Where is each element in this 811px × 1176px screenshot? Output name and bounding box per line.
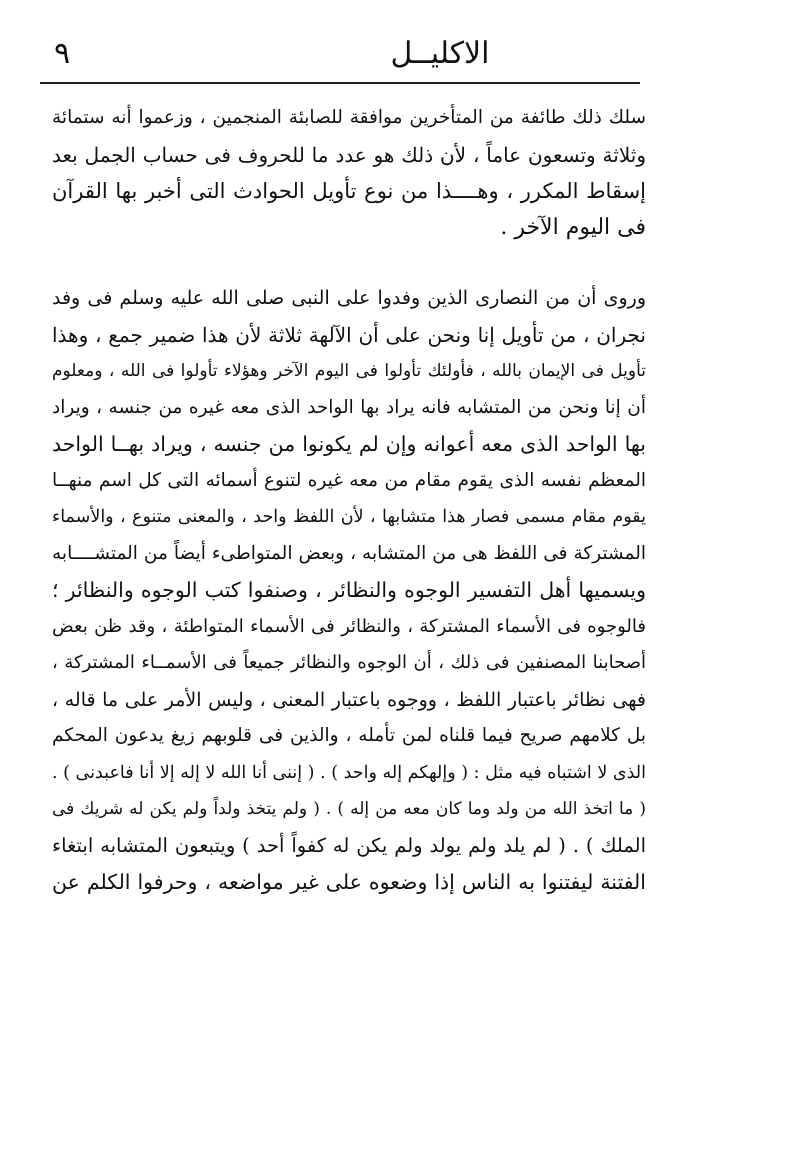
page-number: ٩ bbox=[54, 36, 71, 71]
text-line: المعظم نفسه الذى يقوم مقام من معه غيره لتنوع أسمائه التى كل اسم منهــا bbox=[52, 469, 646, 491]
text-line: سلك ذلك طائفة من المتأخرين موافقة للصابئة المنجمين ، وزعموا أنه ستمائة bbox=[52, 107, 646, 128]
paragraph-1 bbox=[52, 100, 646, 246]
text-line: أن إنا ونحن من المتشابه فانه يراد بها الواحد الذى معه غيره من جنسه ، ويراد bbox=[52, 396, 646, 418]
text-line: بل كلامهم صريح فيما قلناه لمن تأمله ، والذين فى قلوبهم زيغ يدعون المحكم bbox=[52, 725, 646, 746]
running-title: الاكليــل bbox=[390, 36, 490, 71]
text-line: بها الواحد الذى معه أعوانه وإن لم يكونوا من جنسه ، ويراد بهــا الواحد bbox=[52, 432, 646, 456]
text-line: فى اليوم الآخر . bbox=[500, 214, 646, 240]
header-rule bbox=[40, 82, 640, 84]
text-line: الفتنة ليفتنوا به الناس إذا وضعوه على غير مواضعه ، وحرفوا الكلم عن bbox=[52, 870, 646, 894]
body-text bbox=[52, 100, 646, 901]
text-line: وروى أن من النصارى الذين وفدوا على النبى صلى الله عليه وسلم فى وفد bbox=[52, 287, 646, 309]
text-line: الذى لا اشتباه فيه مثل : ( وإلهكم إله واحد ) . ( إننى أنا الله لا إله إلا أنا فاعبدنى ) . bbox=[52, 762, 646, 783]
text-line: المشتركة فى اللفظ هى من المتشابه ، وبعض المتواطىء أيضاً من المتشــــابه bbox=[52, 542, 646, 564]
text-line: نجران ، من تأويل إنا ونحن على أن الآلهة ثلاثة لأن هذا ضمير جمع ، وهذا bbox=[52, 322, 646, 347]
text-line: فهى نظائر باعتبار اللفظ ، ووجوه باعتبار المعنى ، وليس الأمر على ما قاله ، bbox=[52, 688, 646, 711]
text-line: ( ما اتخذ الله من ولد وما كان معه من إله ) . ( ولم يتخذ ولداً ولم يكن له شريك فى bbox=[52, 799, 646, 819]
page-header bbox=[40, 28, 640, 80]
paragraph-2 bbox=[52, 280, 646, 901]
text-line: ويسميها أهل التفسير الوجوه والنظائر ، وصنفوا كتب الوجوه والنظائر ؛ bbox=[52, 578, 646, 602]
text-line: فالوجوه فى الأسماء المشتركة ، والنظائر فى الأسماء المتواطئة ، وقد ظن بعض bbox=[52, 615, 646, 637]
paragraph-gap bbox=[52, 246, 646, 280]
text-line: الملك ) . ( لم يلد ولم يولد ولم يكن له كفواً أحد ) ويتبعون المتشابه ابتغاء bbox=[52, 833, 646, 857]
text-line: يقوم مقام مسمى فصار هذا متشابها ، لأن اللفظ واحد ، والمعنى متنوع ، والأسماء bbox=[52, 507, 646, 527]
text-line: وثلاثة وتسعون عاماً ، لأن ذلك هو عدد ما للحروف فى حساب الجمل بعد bbox=[52, 142, 646, 167]
text-line: أصحابنا المصنفين فى ذلك ، أن الوجوه والنظائر جميعاً فى الأسمــاء المشتركة ، bbox=[52, 652, 646, 673]
text-line: إسقاط المكرر ، وهــــذا من نوع تأويل الحوادث التى أخبر بها القرآن bbox=[52, 179, 646, 203]
text-line: تأويل فى الإيمان بالله ، فأولئك تأولوا فى اليوم الآخر وهؤلاء تأولوا فى الله ، ومعلوم bbox=[52, 361, 646, 381]
